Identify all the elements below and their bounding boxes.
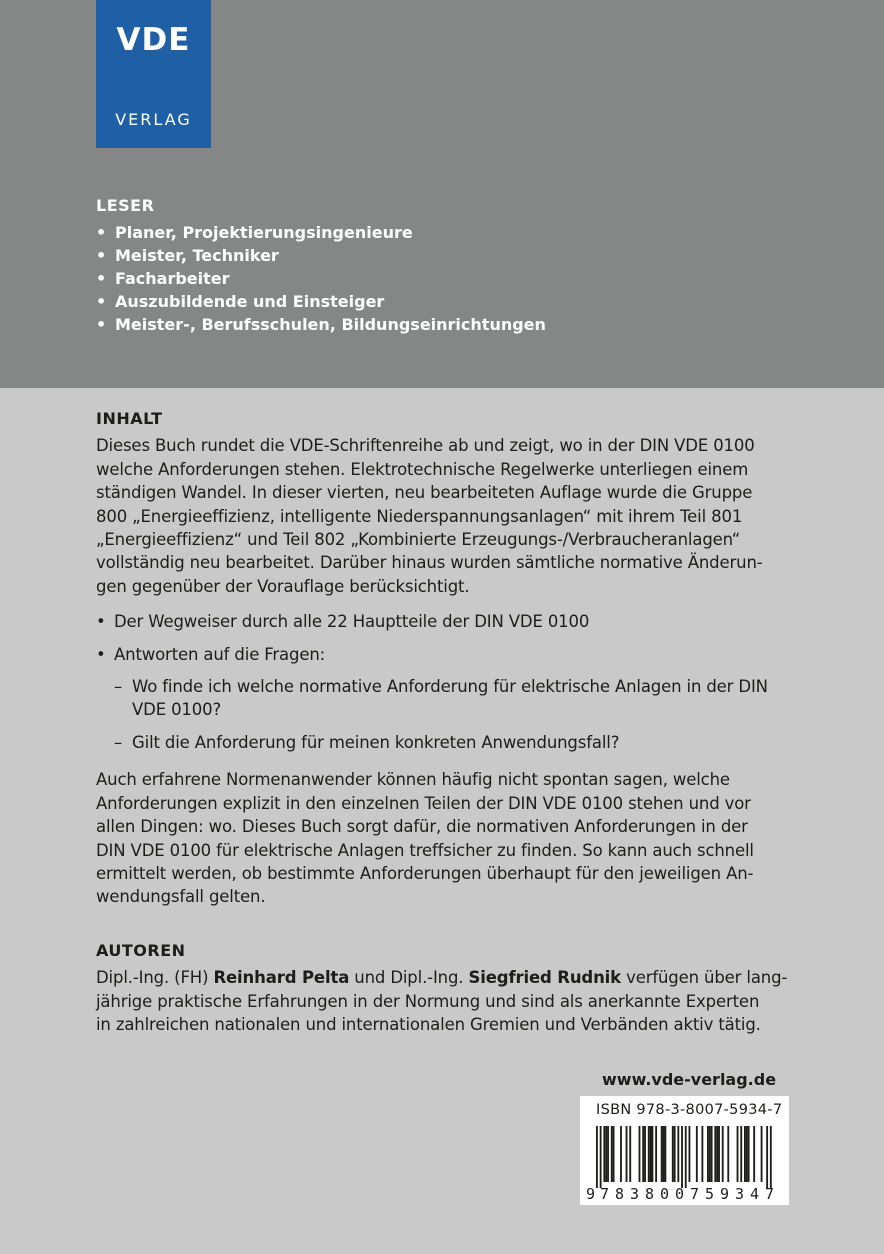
inhalt-outro: Auch erfahrene Normenanwender können häufig nicht spontan sagen, welche Anforderungen explizit in den einzelnen Teilen der DIN VDE 0100 stehen und vor allen Dingen: wo. Dieses Buch sorgt dafür, die normativen Anforderungen in der DIN VDE 0100 für elektrische Anlagen treffsicher zu finden. So kann auch schnell ermittelt werden, ob bestimmte Anforderungen überhaupt für den jeweiligen An- wendungsfall gelten. — [96, 770, 754, 907]
barcode-first-digit: 9 — [586, 1185, 596, 1203]
vde-verlag-logo — [96, 0, 211, 148]
barcode-bar — [696, 1126, 698, 1182]
barcode-bar — [677, 1126, 679, 1182]
bullet-icon: • — [96, 292, 107, 311]
barcode-right-digits: 759347 — [690, 1185, 774, 1203]
barcode-bar — [761, 1126, 763, 1182]
bullet-icon: • — [96, 269, 107, 288]
isbn-barcode-box — [580, 1096, 789, 1205]
bullet-icon: • — [96, 644, 106, 664]
barcode-bar — [689, 1126, 691, 1182]
barcode-bar — [753, 1126, 755, 1182]
barcode-bar — [605, 1126, 607, 1182]
barcode-bar — [642, 1126, 644, 1182]
logo-subline: VERLAG — [115, 110, 192, 129]
isbn-label: ISBN 978-3-8007-5934-7 — [596, 1102, 783, 1118]
autoren-text: Dipl.-Ing. (FH) Reinhard Pelta und Dipl.-Ing. Siegfried Rudnik verfügen über lang- jährige praktische Erfahrungen in der Normung und sind als anerkannte Experten in zahlreichen nationalen und internationalen Gremien und Verbänden aktiv tätig. — [96, 968, 788, 1034]
barcode-bar — [650, 1126, 652, 1182]
leser-item: • Meister, Techniker — [96, 246, 279, 265]
barcode-bar — [709, 1126, 711, 1182]
list-item: • Der Wegweiser durch alle 22 Hauptteile der DIN VDE 0100 — [96, 610, 796, 633]
barcode-bar — [718, 1126, 720, 1182]
barcode-bar — [607, 1126, 609, 1182]
barcode-bar — [722, 1126, 724, 1182]
barcode-bar — [685, 1126, 687, 1188]
barcode-bar — [603, 1126, 605, 1182]
barcode-bar — [707, 1126, 709, 1182]
barcode-graphic — [580, 1096, 789, 1205]
barcode-bar — [644, 1126, 646, 1182]
bullet-icon: • — [96, 315, 107, 334]
barcode-bar — [737, 1126, 739, 1182]
barcode-bar — [770, 1126, 772, 1188]
barcode-bar — [746, 1126, 748, 1182]
barcode-bar — [748, 1126, 750, 1182]
barcode-bar — [648, 1126, 650, 1182]
leser-section — [96, 196, 796, 336]
autoren-heading: AUTOREN — [96, 940, 186, 960]
leser-item: • Meister-, Berufsschulen, Bildungseinrichtungen — [96, 315, 546, 334]
inhalt-list — [96, 610, 796, 754]
main-content — [96, 407, 796, 1036]
barcode-bar — [600, 1126, 602, 1188]
barcode-bar — [711, 1126, 713, 1182]
barcode-bar — [716, 1126, 718, 1182]
leser-item: • Auszubildende und Einsteiger — [96, 292, 385, 311]
barcode-bar — [661, 1126, 663, 1182]
bullet-icon: • — [96, 612, 106, 632]
dash-icon: – — [114, 732, 123, 752]
logo-brand: VDE — [116, 22, 191, 58]
barcode-bar — [663, 1126, 665, 1182]
leser-item: • Planer, Projektierungsingenieure — [96, 223, 413, 242]
barcode-bar — [611, 1126, 613, 1182]
barcode-bar — [701, 1126, 703, 1182]
barcode-bar — [740, 1126, 742, 1182]
barcode-bars — [596, 1126, 772, 1188]
author-name: Reinhard Pelta — [213, 968, 350, 988]
barcode-bar — [620, 1126, 622, 1182]
list-item: • Antworten auf die Fragen: – Wo finde ich welche normative Anforderung für elektrische Anlagen in der DIN VDE 0100? – Gilt die Anforderung für meinen konkreten Anwendungsfall? — [96, 643, 796, 755]
barcode-bar — [714, 1126, 716, 1182]
leser-item: • Facharbeiter — [96, 269, 230, 288]
barcode-bar — [629, 1126, 631, 1182]
barcode-left-digits: 783800 — [600, 1185, 684, 1203]
barcode-bar — [674, 1126, 676, 1182]
barcode-bar — [766, 1126, 768, 1188]
sub-list-item: – Wo finde ich welche normative Anforderung für elektrische Anlagen in der DIN VDE 0100? — [114, 677, 768, 720]
leser-list — [96, 221, 796, 336]
barcode-bar — [727, 1126, 729, 1182]
author-name: Siegfried Rudnik — [468, 968, 621, 988]
barcode-bar — [744, 1126, 746, 1182]
bullet-icon: • — [96, 246, 107, 265]
barcode-bar — [681, 1126, 683, 1188]
leser-heading: LESER — [96, 196, 155, 215]
autoren-section — [96, 939, 796, 1037]
publisher-url: www.vde-verlag.de — [602, 1070, 777, 1089]
barcode-bar — [664, 1126, 666, 1182]
inhalt-heading: INHALT — [96, 409, 163, 428]
barcode-bar — [652, 1126, 654, 1182]
sub-list-item: – Gilt die Anforderung für meinen konkreten Anwendungsfall? — [114, 731, 796, 754]
barcode-bar — [626, 1126, 628, 1182]
barcode-bar — [672, 1126, 674, 1182]
sub-list — [114, 675, 796, 754]
barcode-bar — [639, 1126, 641, 1182]
barcode-bar — [596, 1126, 598, 1188]
bullet-icon: • — [96, 223, 107, 242]
barcode-bar — [655, 1126, 657, 1182]
barcode-bar — [613, 1126, 615, 1182]
inhalt-intro: Dieses Buch rundet die VDE-Schriftenreihe ab und zeigt, wo in der DIN VDE 0100 welche Anforderungen stehen. Elektrotechnische Regelwerke unterliegen einem ständigen Wandel. In dieser vierten, neu bearbeiteten Auflage wurde die Gruppe 800 „Energieeffizienz, intelligente Niederspannungsanlagen“ mit ihrem Teil 801 „Energieeffizienz“ und Teil 802 „Kombinierte Erzeugungs-/Verbraucheranlagen“ vollständig neu bearbeitet. Darüber hinaus wurden sämtliche normative Änderun- gen gegenüber der Vorauflage berücksichtigt. — [96, 436, 763, 596]
dash-icon: – — [114, 677, 123, 697]
